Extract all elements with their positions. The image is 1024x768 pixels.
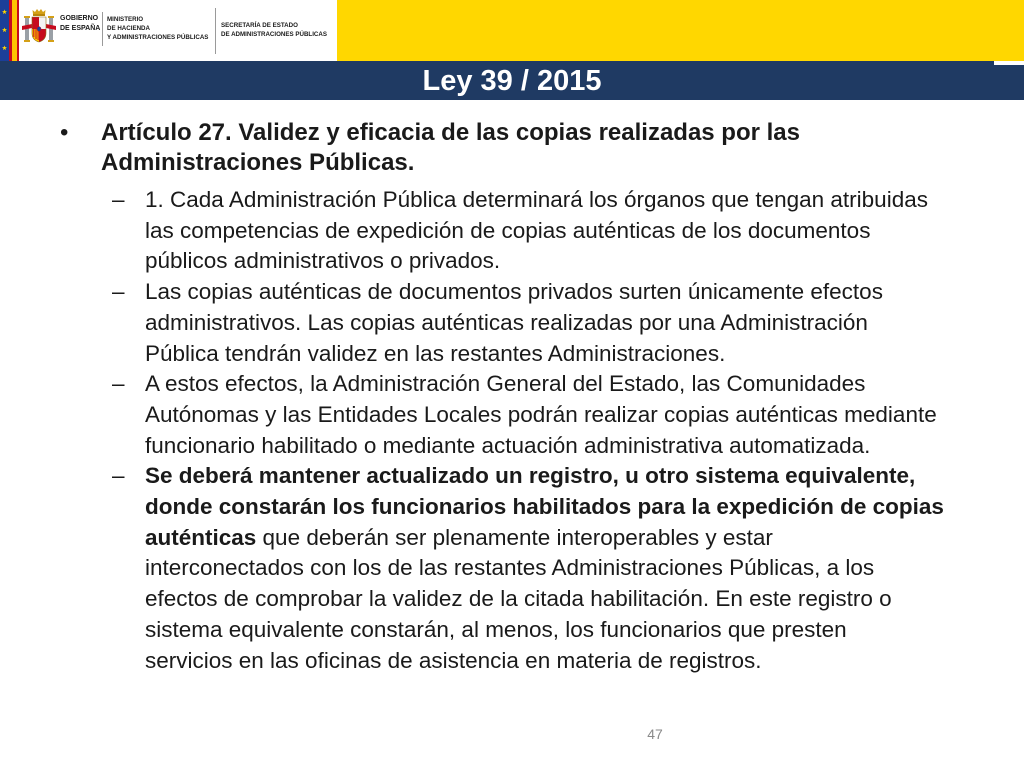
gobierno-label: [60, 14, 100, 34]
ministerio-line: Y ADMINISTRACIONES PÚBLICAS: [107, 34, 209, 41]
bullet-marker: •: [60, 119, 69, 146]
item-line: públicos administrativos o privados.: [145, 248, 501, 274]
item-line: interconectados con los de las restantes Administraciones Públicas, a los: [145, 555, 875, 581]
heading-line: Administraciones Públicas.: [101, 149, 415, 176]
item-line: 1. Cada Administración Pública determinará los órganos que tengan atribuidas: [145, 187, 928, 212]
subitem: [112, 369, 944, 461]
page-number: 47: [647, 726, 663, 742]
subitem: [112, 277, 944, 369]
article-subitems: [112, 185, 944, 676]
item-line: Las copias auténticas de documentos privados surten únicamente efectos: [145, 279, 883, 305]
dash-marker: –: [112, 279, 125, 305]
logo-divider: [215, 8, 216, 54]
item-line: sistema equivalente constarán, al menos, los funcionarios que presten: [145, 616, 847, 642]
secretaria-line: DE ADMINISTRACIONES PÚBLICAS: [221, 31, 327, 38]
slide-title: Ley 39 / 2015: [422, 65, 602, 97]
secretaria-line: SECRETARÍA DE ESTADO: [221, 22, 298, 29]
subitem: [112, 185, 944, 277]
item-line: efectos de comprobar la validez de la citada habilitación. En este registro o: [145, 586, 892, 612]
item-line: Pública tendrán validez en las restantes Administraciones.: [145, 340, 726, 366]
item-line-bold: Se deberá mantener actualizado un registro, u otro sistema equivalente,: [145, 463, 916, 489]
item-line-bold: donde constarán los funcionarios habilitados para la expedición de copias: [145, 494, 944, 520]
bold-segment: auténticas: [145, 524, 257, 550]
subitem: [112, 461, 944, 676]
item-line: A estos efectos, la Administración General del Estado, las Comunidades: [145, 371, 866, 397]
article-heading: [101, 118, 800, 178]
item-line: servicios en las oficinas de asistencia en materia de registros.: [145, 647, 762, 673]
item-line: las competencias de expedición de copias auténticas de los documentos: [145, 217, 871, 243]
dash-marker: –: [112, 371, 125, 397]
item-line: administrativos. Las copias auténticas realizadas por una Administración: [145, 309, 868, 335]
item-line-mixed: [145, 523, 944, 554]
gobierno-line: DE ESPAÑA: [60, 25, 101, 32]
regular-segment: que deberán ser plenamente interoperables y estar: [256, 524, 773, 550]
item-line: funcionario habilitado o mediante actuación administrativa automatizada.: [145, 432, 871, 458]
government-logo: [0, 0, 337, 61]
secretaria-label: [221, 21, 327, 39]
item-line: Autónomas y las Entidades Locales podrán realizar copias auténticas mediante: [145, 401, 937, 427]
ministerio-line: DE HACIENDA: [107, 25, 150, 32]
gobierno-line: GOBIERNO: [60, 15, 99, 22]
spain-coat-of-arms-icon: [22, 7, 56, 47]
dash-marker: –: [112, 187, 125, 212]
ministerio-line: MINISTERIO: [107, 16, 144, 23]
eu-spain-flag-strip-icon: [0, 0, 19, 61]
ministerio-label: [107, 15, 208, 42]
heading-line: Artículo 27. Validez y eficacia de las copias realizadas por las: [101, 119, 800, 146]
dash-marker: –: [112, 463, 125, 489]
logo-divider: [102, 12, 103, 46]
